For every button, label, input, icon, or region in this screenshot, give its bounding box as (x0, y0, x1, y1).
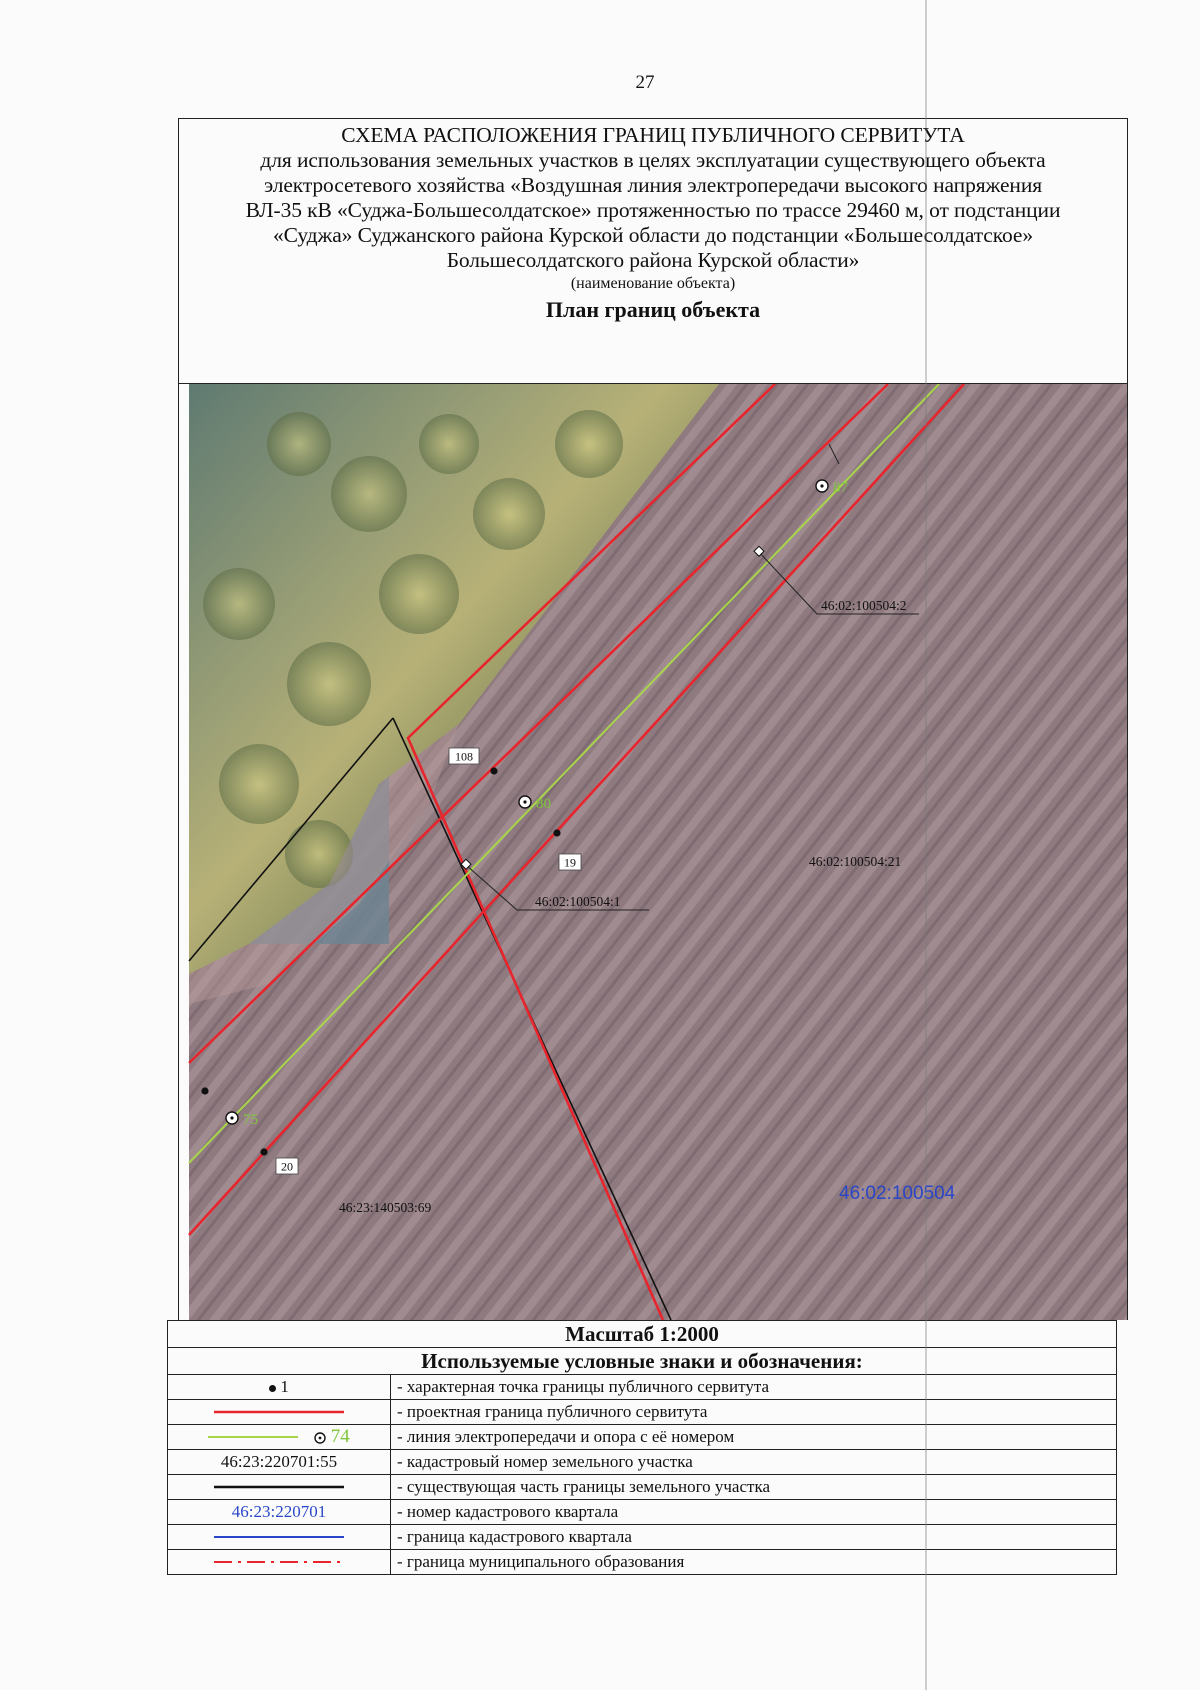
plan-title: План границ объекта (545, 297, 761, 322)
legend-row (168, 1550, 1117, 1575)
support-number: 75 (243, 1112, 258, 1128)
legend-symbol-point (168, 1375, 391, 1400)
legend-symbol-text: 1 (280, 1377, 289, 1396)
legend-row (168, 1450, 1117, 1475)
boundary-point (553, 829, 560, 836)
support-number: 80 (536, 796, 551, 812)
parcel-label: 46:02:100504:21 (809, 854, 902, 869)
legend-row (168, 1525, 1117, 1550)
legend-row (168, 1500, 1117, 1525)
support-80 (519, 796, 531, 808)
legend-symbol-dash-dot (168, 1550, 391, 1575)
map-frame (178, 384, 1128, 1320)
point-icon (269, 1385, 276, 1392)
support-number: 87 (833, 480, 848, 496)
boundary-point (260, 1148, 267, 1155)
dash-dot-line-icon (214, 1557, 344, 1567)
support-75 (226, 1112, 238, 1124)
legend-row (168, 1425, 1117, 1450)
legend-desc: - граница кадастрового квартала (391, 1525, 1117, 1550)
legend-desc: - проектная граница публичного сервитута (391, 1400, 1117, 1425)
power-line-icon (208, 1432, 298, 1442)
boundary-point (201, 1087, 208, 1094)
title-line-6: Большесолдатского района Курской области» (446, 248, 860, 272)
boundary-point (490, 767, 497, 774)
legend-heading: Используемые условные знаки и обозначения: (168, 1348, 1117, 1375)
legend-symbol-blue-line (168, 1525, 391, 1550)
point-label-108: 108 (455, 749, 473, 764)
parcel-label: 46:02:100504:2 (821, 598, 907, 613)
legend-desc: - линия электропередачи и опора с её номером (391, 1425, 1117, 1450)
object-name-caption: (наименование объекта) (570, 275, 736, 292)
legend-desc: - кадастровый номер земельного участка (391, 1450, 1117, 1475)
scale-label: Масштаб 1:2000 (168, 1321, 1117, 1348)
point-label-19: 19 (564, 855, 576, 870)
point-label-20: 20 (281, 1159, 293, 1174)
legend-symbol-power-line (168, 1425, 391, 1450)
legend-desc: - существующая часть границы земельного участка (391, 1475, 1117, 1500)
map-svg (179, 384, 1128, 1320)
legend-desc: - граница муниципального образования (391, 1550, 1117, 1575)
parcel-label: 46:02:100504:1 (535, 894, 621, 909)
legend-row (168, 1475, 1117, 1500)
legend-desc: - номер кадастрового квартала (391, 1500, 1117, 1525)
support-87 (816, 480, 828, 492)
legend-symbol-blue-text: 46:23:220701 (168, 1500, 391, 1525)
support-icon (313, 1431, 327, 1445)
parcel-label: 46:23:140503:69 (339, 1200, 432, 1215)
legend-symbol-text-cell: 46:23:220701:55 (168, 1450, 391, 1475)
title-line-5: «Суджа» Суджанского района Курской области до подстанции «Большесолдатское» (272, 223, 1033, 247)
legend-symbol-text: 74 (330, 1426, 350, 1447)
title-line-1: СХЕМА РАСПОЛОЖЕНИЯ ГРАНИЦ ПУБЛИЧНОГО СЕРВИТУТА (341, 123, 965, 147)
legend-symbol-red-line (168, 1400, 391, 1425)
blue-line-icon (214, 1532, 344, 1542)
title-line-3: электросетевого хозяйства «Воздушная линия электропередачи высокого напряжения (263, 173, 1043, 197)
legend-symbol-black-line (168, 1475, 391, 1500)
red-line-icon (214, 1407, 344, 1417)
page-number: 27 (635, 72, 655, 93)
scan-fold-line (925, 0, 927, 1690)
title-line-2: для использования земельных участков в целях эксплуатации существующего объекта (260, 148, 1046, 172)
header-box (178, 118, 1128, 384)
quarter-label: 46:02:100504 (839, 1183, 956, 1204)
title-line-4: ВЛ-35 кВ «Суджа-Большесолдатское» протяженностью по трассе 29460 м, от подстанции (245, 198, 1061, 222)
legend-row (168, 1400, 1117, 1425)
frame-margin (179, 384, 189, 1320)
legend-row (168, 1375, 1117, 1400)
black-line-icon (214, 1482, 344, 1492)
legend-table (167, 1320, 1117, 1575)
legend-desc: - характерная точка границы публичного сервитута (391, 1375, 1117, 1400)
